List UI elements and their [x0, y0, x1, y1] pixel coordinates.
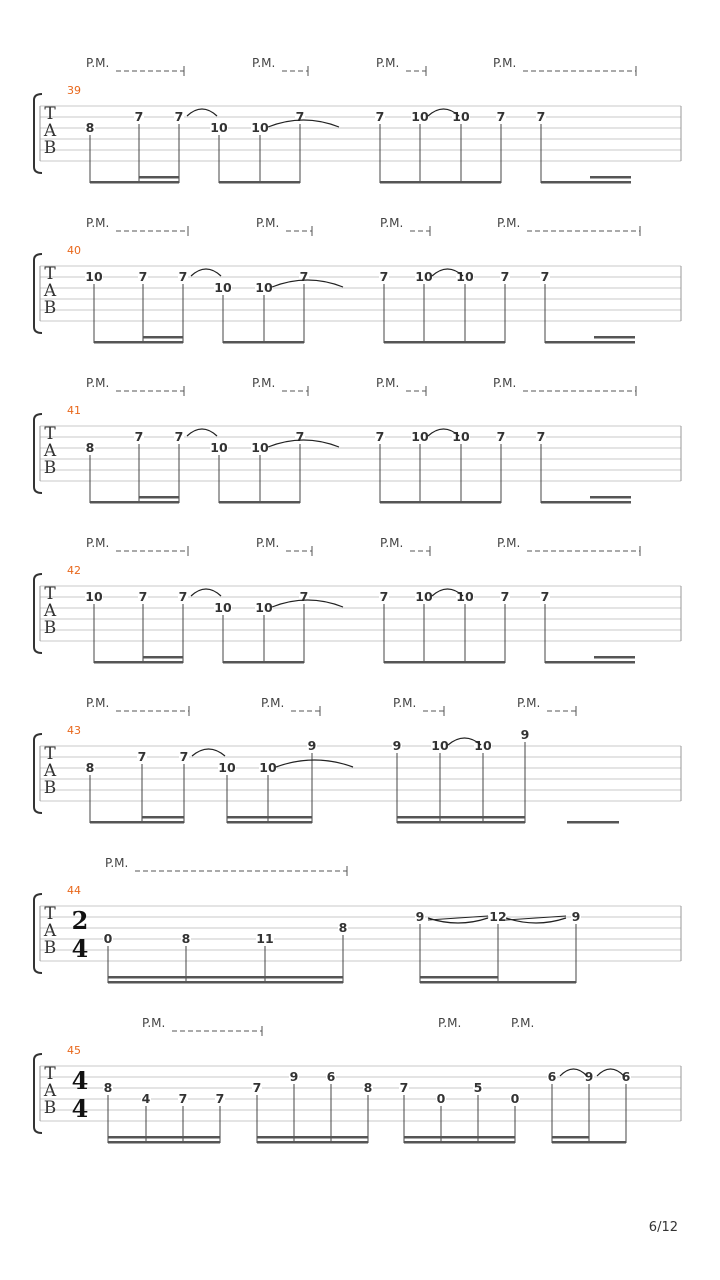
palm-mute-label: P.M.	[142, 1016, 166, 1030]
fret-number: 10	[411, 109, 429, 124]
fret-number: 9	[307, 738, 317, 753]
secondary-beam	[420, 976, 498, 979]
fret-number: 9	[392, 738, 402, 753]
secondary-beam	[257, 1136, 368, 1139]
fret-number: 10	[85, 589, 103, 604]
fret-number: 10	[210, 440, 228, 455]
fret-number: 7	[500, 589, 510, 604]
bar-number: 42	[67, 564, 81, 577]
secondary-beam	[552, 1136, 589, 1139]
palm-mute-label: P.M.	[497, 536, 521, 550]
fret-number: 10	[452, 429, 470, 444]
fret-number: 10	[415, 589, 433, 604]
secondary-beam	[142, 816, 184, 819]
beam	[219, 181, 300, 184]
fret-number: 7	[134, 109, 144, 124]
fret-number: 10	[456, 269, 474, 284]
fret-number: 7	[134, 429, 144, 444]
fret-number: 7	[540, 269, 550, 284]
beam	[94, 661, 183, 664]
fret-number: 7	[174, 429, 184, 444]
secondary-beam	[397, 816, 525, 819]
fret-number: 10	[255, 600, 273, 615]
tie-arc	[276, 760, 353, 767]
palm-mute-label: P.M.	[376, 56, 400, 70]
fret-number: 10	[214, 600, 232, 615]
slide-arc	[428, 918, 488, 923]
fret-number: 10	[415, 269, 433, 284]
bar-number: 40	[67, 244, 81, 257]
beam	[397, 821, 525, 824]
palm-mute-label: P.M.	[380, 216, 404, 230]
fret-number: 7	[379, 589, 389, 604]
tab-clef-letter: T	[44, 264, 56, 284]
fret-number: 10	[474, 738, 492, 753]
fret-number: 6	[547, 1069, 557, 1084]
fret-number: 9	[584, 1069, 594, 1084]
palm-mute-label: P.M.	[86, 376, 110, 390]
fret-number: 7	[215, 1091, 225, 1106]
tie-arc	[187, 109, 217, 116]
beam	[90, 821, 184, 824]
fret-number: 7	[375, 109, 385, 124]
tab-clef-letter: T	[44, 744, 56, 764]
time-signature-top: 4	[71, 1066, 89, 1095]
fret-number: 0	[510, 1091, 520, 1106]
secondary-beam	[590, 496, 631, 499]
beam	[223, 661, 304, 664]
beam	[108, 981, 343, 984]
palm-mute-label: P.M.	[493, 376, 517, 390]
fret-number: 12	[489, 909, 507, 924]
fret-number: 7	[536, 429, 546, 444]
beam	[384, 341, 505, 344]
fret-number: 7	[138, 589, 148, 604]
tie-arc	[597, 1069, 624, 1076]
palm-mute-label: P.M.	[105, 856, 129, 870]
fret-number: 8	[103, 1080, 113, 1095]
secondary-beam	[108, 976, 343, 979]
tab-clef-letter: A	[43, 281, 57, 301]
fret-number: 8	[85, 120, 95, 135]
tab-clef-letter: B	[43, 938, 57, 958]
fret-number: 7	[500, 269, 510, 284]
fret-number: 7	[174, 109, 184, 124]
fret-number: 7	[536, 109, 546, 124]
tab-clef-letter: B	[43, 1098, 57, 1118]
beam	[404, 1141, 515, 1144]
secondary-beam	[594, 656, 635, 659]
fret-number: 10	[411, 429, 429, 444]
secondary-beam	[139, 496, 179, 499]
beam	[384, 661, 505, 664]
tab-clef-letter: A	[43, 1081, 57, 1101]
tab-clef-letter: B	[43, 458, 57, 478]
palm-mute-label: P.M.	[493, 56, 517, 70]
palm-mute-label: P.M.	[252, 56, 276, 70]
fret-number: 7	[379, 269, 389, 284]
palm-mute-label: P.M.	[380, 536, 404, 550]
fret-number: 7	[295, 109, 305, 124]
fret-number: 7	[299, 269, 309, 284]
beam	[380, 181, 501, 184]
palm-mute-label: P.M.	[517, 696, 541, 710]
fret-number: 10	[214, 280, 232, 295]
beam	[552, 1141, 626, 1144]
fret-number: 9	[415, 909, 425, 924]
tab-clef-letter: A	[43, 761, 57, 781]
fret-number: 7	[540, 589, 550, 604]
fret-number: 0	[436, 1091, 446, 1106]
fret-number: 10	[251, 440, 269, 455]
beam	[223, 341, 304, 344]
time-signature-bottom: 4	[71, 934, 89, 963]
page-number: 6/12	[648, 1220, 678, 1235]
palm-mute-label: P.M.	[256, 216, 280, 230]
fret-number: 8	[85, 760, 95, 775]
fret-number: 8	[363, 1080, 373, 1095]
tie-arc	[191, 589, 221, 596]
beam	[90, 181, 179, 184]
tab-clef-letter: T	[44, 424, 56, 444]
beam	[545, 661, 635, 664]
bar-number: 43	[67, 724, 81, 737]
fret-number: 9	[520, 727, 530, 742]
bar-number: 45	[67, 1044, 81, 1057]
tie-arc	[192, 749, 225, 756]
fret-number: 7	[496, 429, 506, 444]
fret-number: 6	[621, 1069, 631, 1084]
fret-number: 10	[85, 269, 103, 284]
fret-number: 8	[181, 931, 191, 946]
fret-number: 7	[399, 1080, 409, 1095]
beam	[90, 501, 179, 504]
fret-number: 7	[138, 269, 148, 284]
bar-number: 41	[67, 404, 81, 417]
fret-number: 9	[289, 1069, 299, 1084]
fret-number: 10	[452, 109, 470, 124]
palm-mute-label: P.M.	[393, 696, 417, 710]
beam	[380, 501, 501, 504]
tab-clef-letter: A	[43, 121, 57, 141]
tie-arc	[191, 269, 221, 276]
fret-number: 10	[218, 760, 236, 775]
beam	[94, 341, 183, 344]
fret-number: 8	[85, 440, 95, 455]
fret-number: 10	[255, 280, 273, 295]
secondary-beam	[143, 336, 183, 339]
palm-mute-label: P.M.	[86, 696, 110, 710]
palm-mute-label: P.M.	[86, 536, 110, 550]
tab-clef-letter: T	[44, 104, 56, 124]
fret-number: 10	[431, 738, 449, 753]
beam	[257, 1141, 368, 1144]
secondary-beam	[404, 1136, 515, 1139]
tab-clef-letter: A	[43, 441, 57, 461]
tab-clef-letter: T	[44, 1064, 56, 1084]
beam	[219, 501, 300, 504]
palm-mute-label: P.M.	[86, 56, 110, 70]
tab-clef-letter: T	[44, 584, 56, 604]
tab-clef-letter: A	[43, 921, 57, 941]
palm-mute-label: P.M.	[256, 536, 280, 550]
fret-number: 7	[299, 589, 309, 604]
beam	[567, 821, 619, 824]
palm-mute-label: P.M.	[438, 1016, 462, 1030]
tab-clef-letter: B	[43, 618, 57, 638]
secondary-beam	[594, 336, 635, 339]
fret-number: 4	[141, 1091, 151, 1106]
fret-number: 10	[259, 760, 277, 775]
time-signature-top: 2	[71, 906, 89, 935]
beam	[541, 181, 631, 184]
beam	[108, 1141, 220, 1144]
fret-number: 7	[252, 1080, 262, 1095]
tab-clef-letter: B	[43, 298, 57, 318]
fret-number: 5	[473, 1080, 483, 1095]
fret-number: 10	[251, 120, 269, 135]
secondary-beam	[108, 1136, 220, 1139]
beam	[545, 341, 635, 344]
beam	[541, 501, 631, 504]
fret-number: 11	[256, 931, 274, 946]
tab-clef-letter: T	[44, 904, 56, 924]
palm-mute-label: P.M.	[497, 216, 521, 230]
fret-number: 7	[295, 429, 305, 444]
slide-arc	[506, 918, 566, 923]
tie-arc	[560, 1069, 587, 1076]
beam	[227, 821, 312, 824]
secondary-beam	[227, 816, 312, 819]
fret-number: 7	[178, 269, 188, 284]
fret-number: 6	[326, 1069, 336, 1084]
palm-mute-label: P.M.	[511, 1016, 535, 1030]
fret-number: 8	[338, 920, 348, 935]
time-signature-bottom: 4	[71, 1094, 89, 1123]
fret-number: 7	[496, 109, 506, 124]
fret-number: 7	[178, 589, 188, 604]
tab-clef-letter: B	[43, 778, 57, 798]
fret-number: 10	[456, 589, 474, 604]
secondary-beam	[139, 176, 179, 179]
fret-number: 10	[210, 120, 228, 135]
beam	[420, 981, 576, 984]
palm-mute-label: P.M.	[376, 376, 400, 390]
fret-number: 0	[103, 931, 113, 946]
fret-number: 7	[179, 749, 189, 764]
secondary-beam	[143, 656, 183, 659]
tab-clef-letter: B	[43, 138, 57, 158]
palm-mute-label: P.M.	[86, 216, 110, 230]
palm-mute-label: P.M.	[261, 696, 285, 710]
bar-number: 39	[67, 84, 81, 97]
palm-mute-label: P.M.	[252, 376, 276, 390]
secondary-beam	[590, 176, 631, 179]
fret-number: 7	[375, 429, 385, 444]
tie-arc	[187, 429, 217, 436]
fret-number: 9	[571, 909, 581, 924]
tab-clef-letter: A	[43, 601, 57, 621]
bar-number: 44	[67, 884, 81, 897]
fret-number: 7	[178, 1091, 188, 1106]
fret-number: 7	[137, 749, 147, 764]
